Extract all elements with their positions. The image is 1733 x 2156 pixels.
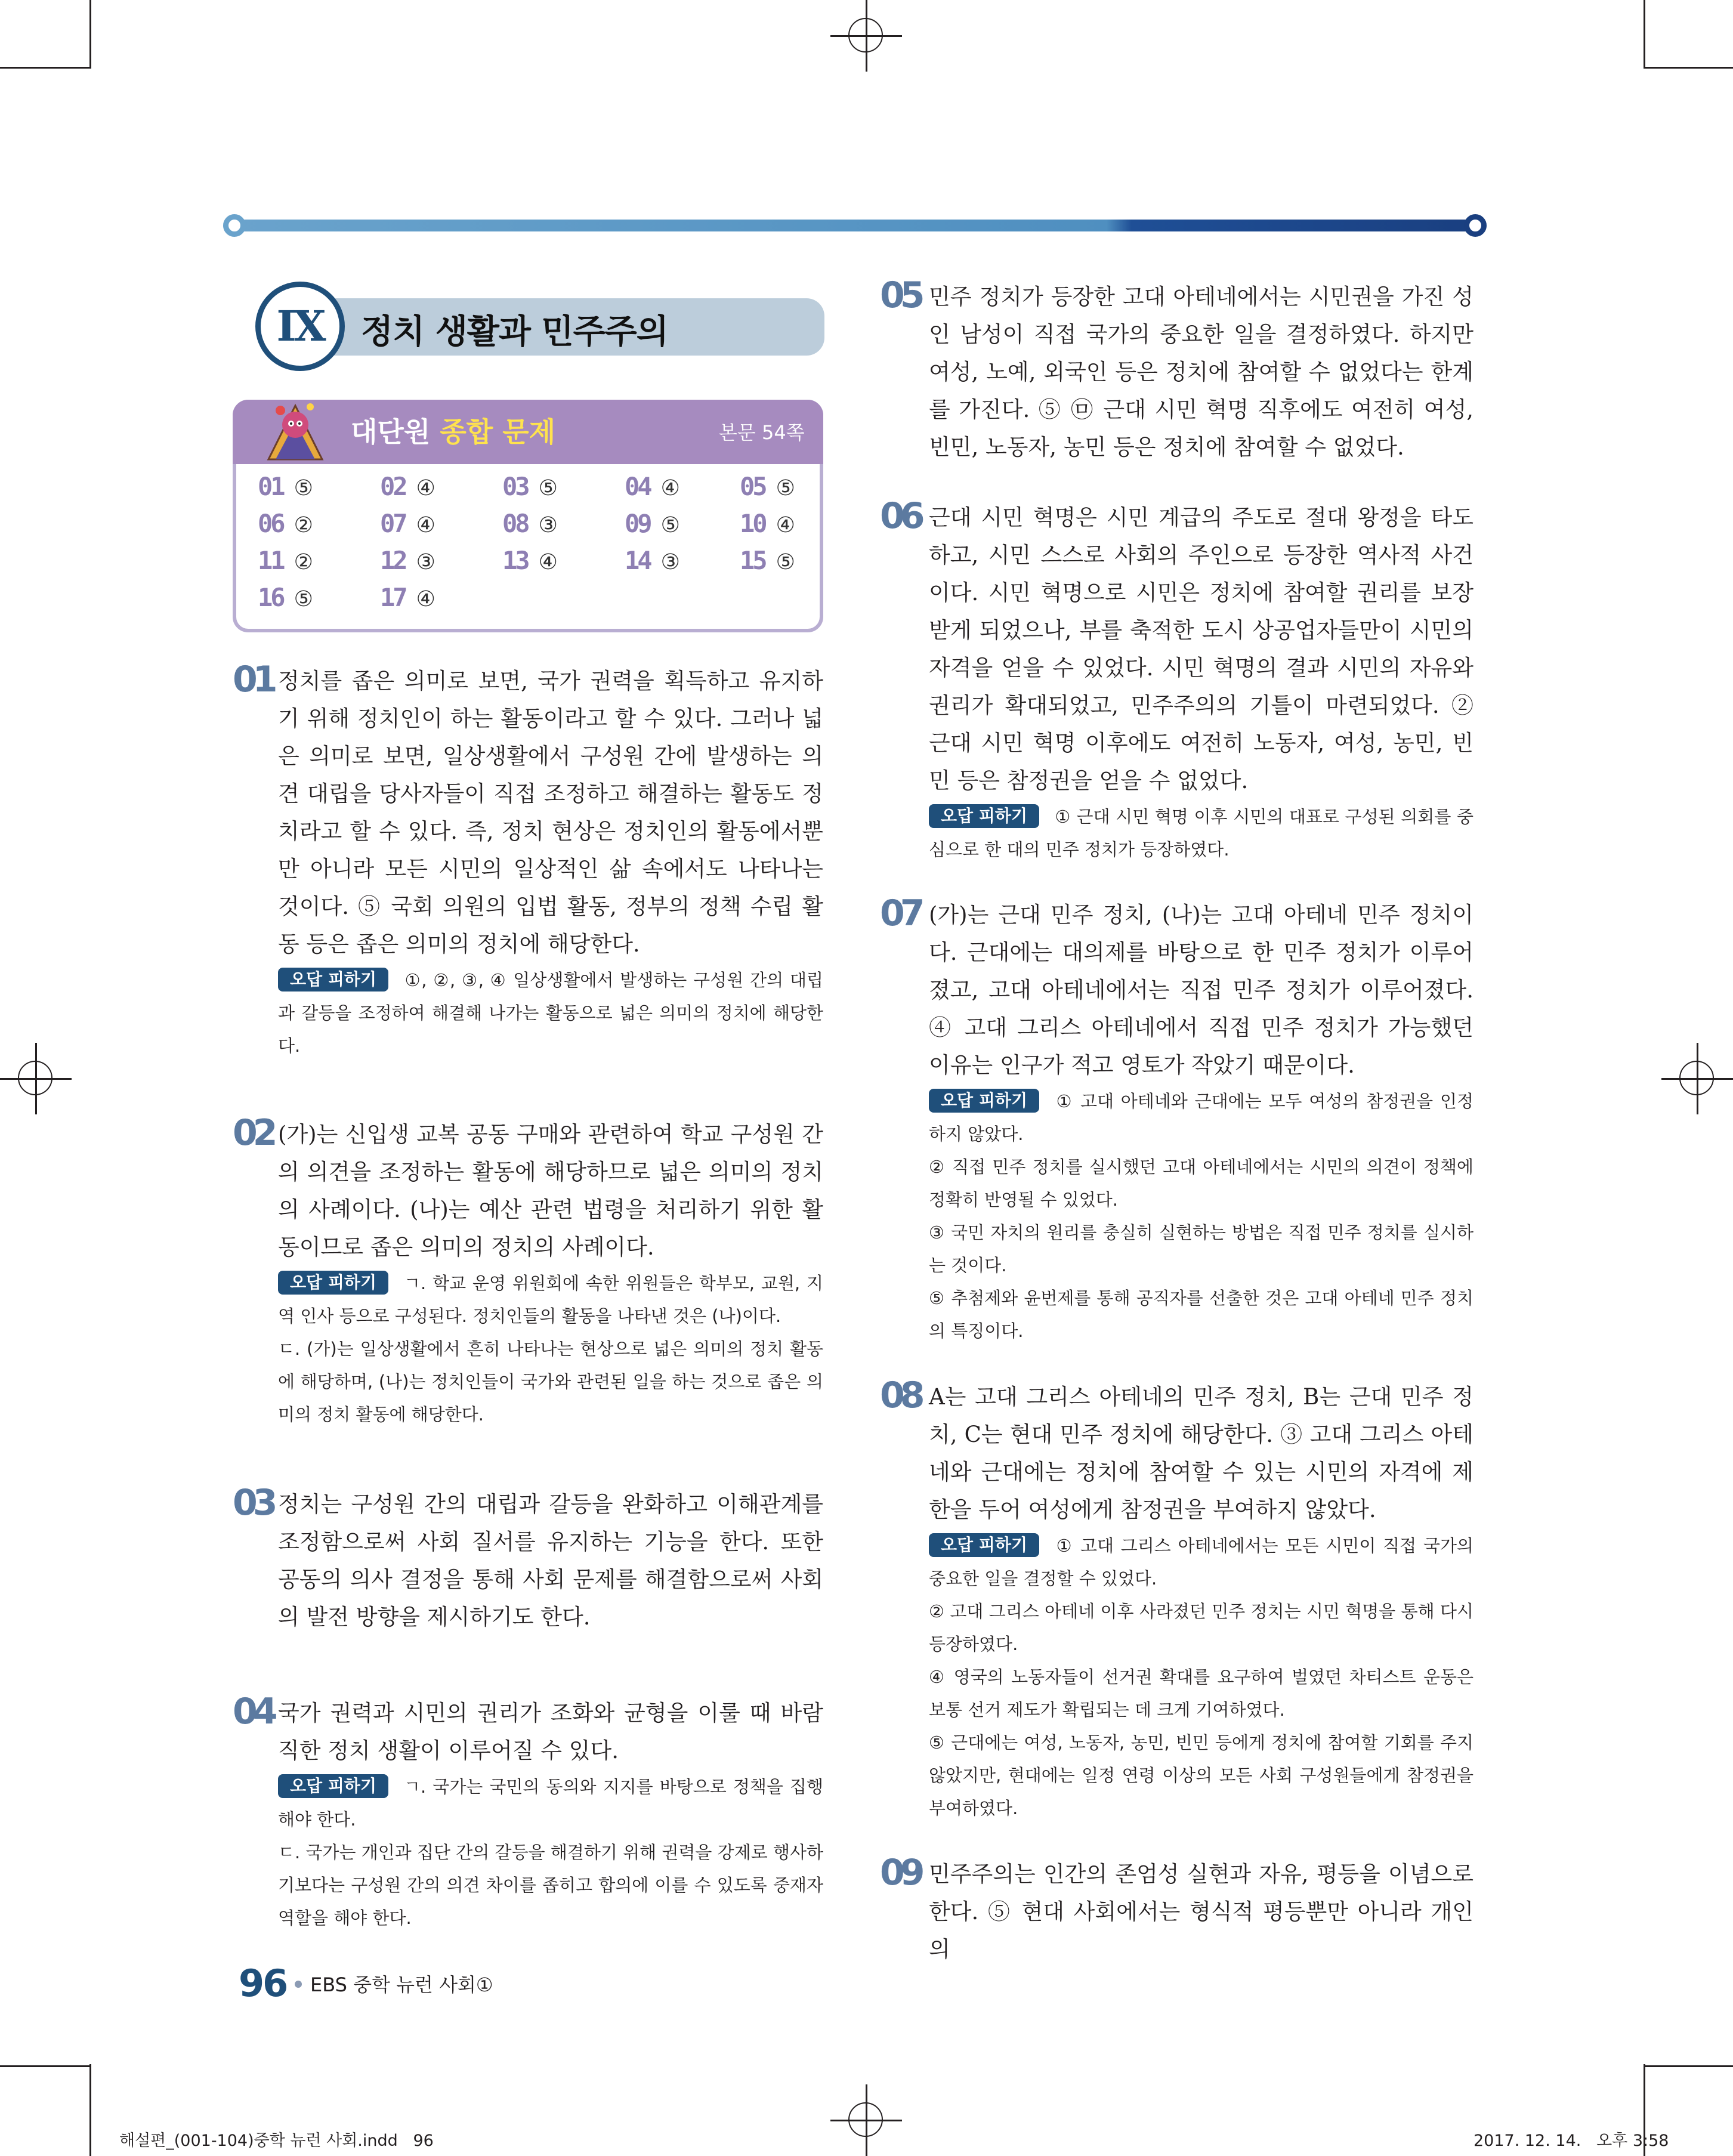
tip-text: ①, ②, ③, ④ 일상생활에서 발생하는 구성원 간의 대립과 갈등을 조정하여 해결해 나가는 활동으로 넓은 의미의 정치에 해당한다. xyxy=(278,970,823,1056)
question-09 xyxy=(880,1852,1473,1968)
tip-block xyxy=(929,1530,1473,1595)
tip-text: ㄱ. 학교 운영 위원회에 속한 위원들은 학부모, 교원, 지역 인사 등으로 구성된다. 정치인들의 활동을 나타낸 것은 (나)이다. xyxy=(278,1273,823,1326)
answer-item xyxy=(380,581,435,616)
registration-mark-icon xyxy=(830,0,902,72)
tip-text: ③ 국민 자치의 원리를 충실히 실현하는 방법은 직접 민주 정치를 실시하는 것이다. xyxy=(929,1222,1473,1275)
question-text: 정치는 구성원 간의 대립과 갈등을 완화하고 이해관계를 조정함으로써 사회 질서를 유지하는 기능을 한다. 또한 공동의 의사 결정을 통해 사회 문제를 해결함으로써 사회의 발전 방향을 제시하기도 한다. xyxy=(278,1491,823,1630)
tip-text: ① 고대 아테네와 근대에는 모두 여성의 참정권을 인정하지 않았다. xyxy=(929,1091,1473,1144)
answer-question-number: 16 xyxy=(258,583,283,612)
answer-item xyxy=(625,507,680,542)
question-number: 01 xyxy=(233,659,273,700)
answer-item xyxy=(380,470,435,505)
answer-item xyxy=(740,544,795,579)
question-number: 08 xyxy=(880,1374,920,1416)
bar-end-dot-icon xyxy=(1464,214,1487,237)
question-text: (가)는 신입생 교복 공동 구매와 관련하여 학교 구성원 간의 의견을 조정하는 활동에 해당하므로 넓은 의미의 정치의 사례이다. (나)는 예산 관련 법령을 처리하기 위한 활동이므로 좁은 의미의 정치의 사례이다. xyxy=(278,1122,823,1260)
answer-choice: ⑤ xyxy=(538,476,558,501)
question-08 xyxy=(880,1374,1473,1825)
answer-choice: ⑤ xyxy=(776,550,795,574)
crop-mark xyxy=(0,2065,89,2067)
question-text: 정치를 좁은 의미로 보면, 국가 권력을 획득하고 유지하기 위해 정치인이 하는 활동이라고 할 수 있다. 그러나 넓은 의미로 보면, 일상생활에서 구성원 간에 발생하는 의견 대립을 당사자들이 직접 조정하고 해결하는 활동도 정치라고 할 수 있다. 즉, 정치 현상은 정치인의 활동에서뿐만 아니라 모든 시민의 일상적인 삶 속에서도 나타나는 것이다. ⑤ 국회 의원의 입법 활동, 정부의 정책 수립 활동 등은 좁은 의미의 정치에 해당한다. xyxy=(278,668,823,957)
question-text: 민주 정치가 등장한 고대 아테네에서는 시민권을 가진 성인 남성이 직접 국가의 중요한 일을 결정하였다. 하지만 여성, 노예, 외국인 등은 정치에 참여할 수 없었다는 한계를 가진다. ⑤ ㉤ 근대 시민 혁명 직후에도 여전히 여성, 빈민, 노동자, 농민 등은 정치에 참여할 수 없었다. xyxy=(929,284,1473,460)
answer-grid xyxy=(258,470,807,618)
question-text: 근대 시민 혁명은 시민 계급의 주도로 절대 왕정을 타도하고, 시민 스스로 사회의 주인으로 등장한 역사적 사건이다. 시민 혁명으로 시민은 정치에 참여할 권리를 보장받게 되었으나, 부를 축적한 도시 상공업자들만이 시민의 자격을 얻을 수 있었다. 시민 혁명의 결과 시민의 자유와 권리가 확대되었고, 민주주의의 기틀이 마련되었다. ② 근대 시민 혁명 이후에도 여전히 노동자, 여성, 농민, 빈민 등은 참정권을 얻을 수 없었다. xyxy=(929,505,1473,793)
answer-choice: ④ xyxy=(776,513,795,538)
answer-question-number: 11 xyxy=(258,546,283,575)
answer-item xyxy=(258,581,313,616)
answer-item xyxy=(258,470,313,505)
question-number: 04 xyxy=(233,1691,273,1732)
tip-block xyxy=(929,801,1473,866)
answer-row xyxy=(258,581,807,618)
answer-question-number: 10 xyxy=(740,509,765,538)
crop-mark xyxy=(89,0,91,69)
question-06 xyxy=(880,495,1473,866)
answer-row xyxy=(258,470,807,507)
answer-item xyxy=(740,507,795,542)
bar-end-dot-icon xyxy=(223,214,246,237)
question-number: 06 xyxy=(880,495,920,537)
registration-mark-icon xyxy=(830,2084,902,2156)
answer-choice: ⑤ xyxy=(294,476,313,501)
answer-item xyxy=(502,544,558,579)
tip-badge: 오답 피하기 xyxy=(278,968,388,991)
answer-question-number: 12 xyxy=(380,546,406,575)
question-number: 07 xyxy=(880,892,920,934)
tip-badge: 오답 피하기 xyxy=(278,1774,388,1798)
answer-choice: ⑤ xyxy=(776,476,795,501)
tip-badge: 오답 피하기 xyxy=(929,1089,1039,1113)
tip-text: ② 직접 민주 정치를 실시했던 고대 아테네에서는 시민의 의견이 정책에 정확히 반영될 수 있었다. xyxy=(929,1157,1473,1210)
answer-box-page-ref: 본문 54쪽 xyxy=(719,421,805,444)
answer-question-number: 05 xyxy=(740,472,765,501)
answer-question-number: 04 xyxy=(625,472,650,501)
registration-mark-icon xyxy=(0,1043,72,1114)
tip-text: ⑤ 근대에는 여성, 노동자, 농민, 빈민 등에게 정치에 참여할 기회를 주지 않았지만, 현대에는 일정 연령 이상의 모든 사회 구성원들에게 참정권을 부여하였다. xyxy=(929,1732,1473,1818)
answer-question-number: 15 xyxy=(740,546,765,575)
answer-question-number: 13 xyxy=(502,546,528,575)
answer-item xyxy=(625,470,680,505)
question-number: 02 xyxy=(233,1112,273,1154)
print-slug-file: 해설편_(001-104)중학 뉴런 사회.indd 96 xyxy=(119,2132,434,2150)
crop-mark xyxy=(89,2064,91,2156)
tip-block xyxy=(278,1267,823,1333)
question-text: 민주주의는 인간의 존엄성 실현과 자유, 평등을 이념으로 한다. ⑤ 현대 사회에서는 형식적 평등뿐만 아니라 개인의 xyxy=(929,1861,1473,1962)
answer-choice: ④ xyxy=(416,476,435,501)
answer-item xyxy=(258,544,313,579)
answer-question-number: 03 xyxy=(502,472,528,501)
answer-question-number: 14 xyxy=(625,546,650,575)
question-01 xyxy=(233,659,823,1062)
footer-book-title: EBS 중학 뉴런 사회① xyxy=(310,1973,493,1996)
answer-choice: ④ xyxy=(538,550,558,574)
answer-item xyxy=(502,470,558,505)
answer-choice: ③ xyxy=(660,550,680,574)
answer-item xyxy=(258,507,313,542)
question-text: A는 고대 그리스 아테네의 민주 정치, B는 근대 민주 정치, C는 현대 민주 정치에 해당한다. ③ 고대 그리스 아테네와 근대에는 정치에 참여할 수 있는 시민의 자격에 제한을 두어 여성에게 참정권을 부여하지 않았다. xyxy=(929,1384,1473,1522)
answer-question-number: 07 xyxy=(380,509,406,538)
question-05 xyxy=(880,274,1473,466)
tip-text: ④ 영국의 노동자들이 선거권 확대를 요구하여 벌였던 차티스트 운동은 보통 선거 제도가 확립되는 데 크게 기여하였다. xyxy=(929,1667,1473,1720)
tip-badge: 오답 피하기 xyxy=(929,1533,1039,1557)
tip-block xyxy=(278,964,823,1062)
answer-choice: ⑤ xyxy=(294,587,313,611)
answer-choice: ② xyxy=(294,513,313,538)
tip-block xyxy=(929,1085,1473,1151)
question-text: (가)는 근대 민주 정치, (나)는 고대 아테네 민주 정치이다. 근대에는 대의제를 바탕으로 한 민주 정치가 이루어졌고, 고대 아테네에서는 직접 민주 정치가 이루어졌다. ④ 고대 그리스 아테네에서 직접 민주 정치가 가능했던 이유는 인구가 적고 영토가 작았기 때문이다. xyxy=(929,902,1473,1078)
tip-block xyxy=(278,1771,823,1836)
tip-text: ② 고대 그리스 아테네 이후 사라졌던 민주 정치는 시민 혁명을 통해 다시 등장하였다. xyxy=(929,1601,1473,1654)
answer-row xyxy=(258,507,807,544)
question-04 xyxy=(233,1691,823,1935)
chapter-number: IX xyxy=(255,282,345,371)
answer-choice: ③ xyxy=(538,513,558,538)
crop-mark xyxy=(0,67,89,69)
question-07 xyxy=(880,892,1473,1348)
answer-item xyxy=(380,507,435,542)
answer-item xyxy=(502,507,558,542)
crop-mark xyxy=(1644,2065,1733,2067)
answer-item xyxy=(380,544,435,579)
answer-box-title: 대단원 종합 문제 xyxy=(351,416,556,448)
answer-question-number: 01 xyxy=(258,472,283,501)
answer-choice: ④ xyxy=(416,587,435,611)
tip-text: ① 근대 시민 혁명 이후 시민의 대표로 구성된 의회를 중심으로 한 대의 민주 정치가 등장하였다. xyxy=(929,807,1473,860)
answer-row xyxy=(258,544,807,581)
tip-text: ㄷ. (가)는 일상생활에서 흔히 나타나는 현상으로 넓은 의미의 정치 활동에 해당하며, (나)는 정치인들이 국가와 관련된 일을 하는 것으로 좁은 의미의 정치 활동에 해당한다. xyxy=(278,1339,823,1425)
tip-text: ⑤ 추첨제와 윤번제를 통해 공직자를 선출한 것은 고대 아테네 민주 정치의 특징이다. xyxy=(929,1288,1473,1341)
top-decor-bar xyxy=(234,220,1481,231)
question-03 xyxy=(233,1482,823,1636)
tip-badge: 오답 피하기 xyxy=(929,804,1039,828)
crop-mark xyxy=(1644,67,1733,69)
answer-choice: ④ xyxy=(660,476,680,501)
question-02 xyxy=(233,1112,823,1431)
answer-question-number: 06 xyxy=(258,509,283,538)
mascot-icon xyxy=(262,394,328,464)
answer-question-number: 17 xyxy=(380,583,406,612)
answer-choice: ② xyxy=(294,550,313,574)
answer-question-number: 08 xyxy=(502,509,528,538)
chapter-title: 정치 생활과 민주주의 xyxy=(361,313,668,351)
question-text: 국가 권력과 시민의 권리가 조화와 균형을 이룰 때 바람직한 정치 생활이 이루어질 수 있다. xyxy=(278,1700,823,1763)
answer-item xyxy=(625,544,680,579)
tip-text: ㄷ. 국가는 개인과 집단 간의 갈등을 해결하기 위해 권력을 강제로 행사하기보다는 구성원 간의 의견 차이를 좁히고 합의에 이를 수 있도록 중재자 역할을 해야 한다. xyxy=(278,1842,823,1928)
question-number: 03 xyxy=(233,1482,273,1524)
print-slug-date: 2017. 12. 14. 오후 3:58 xyxy=(1473,2132,1669,2150)
answer-item xyxy=(740,470,795,505)
registration-mark-icon xyxy=(1661,1043,1733,1114)
answer-question-number: 09 xyxy=(625,509,650,538)
footer-bullet-icon xyxy=(295,1981,302,1988)
question-number: 09 xyxy=(880,1852,920,1894)
crop-mark xyxy=(1644,0,1645,69)
page-number: 96 xyxy=(239,1962,287,2005)
tip-badge: 오답 피하기 xyxy=(278,1271,388,1295)
answer-choice: ③ xyxy=(416,550,435,574)
tip-text: ① 고대 그리스 아테네에서는 모든 시민이 직접 국가의 중요한 일을 결정할 수 있었다. xyxy=(929,1536,1473,1589)
answer-choice: ④ xyxy=(416,513,435,538)
answer-choice: ⑤ xyxy=(660,513,680,538)
question-number: 05 xyxy=(880,274,920,316)
answer-question-number: 02 xyxy=(380,472,406,501)
tip-text: ㄱ. 국가는 국민의 동의와 지지를 바탕으로 정책을 집행해야 한다. xyxy=(278,1777,823,1830)
